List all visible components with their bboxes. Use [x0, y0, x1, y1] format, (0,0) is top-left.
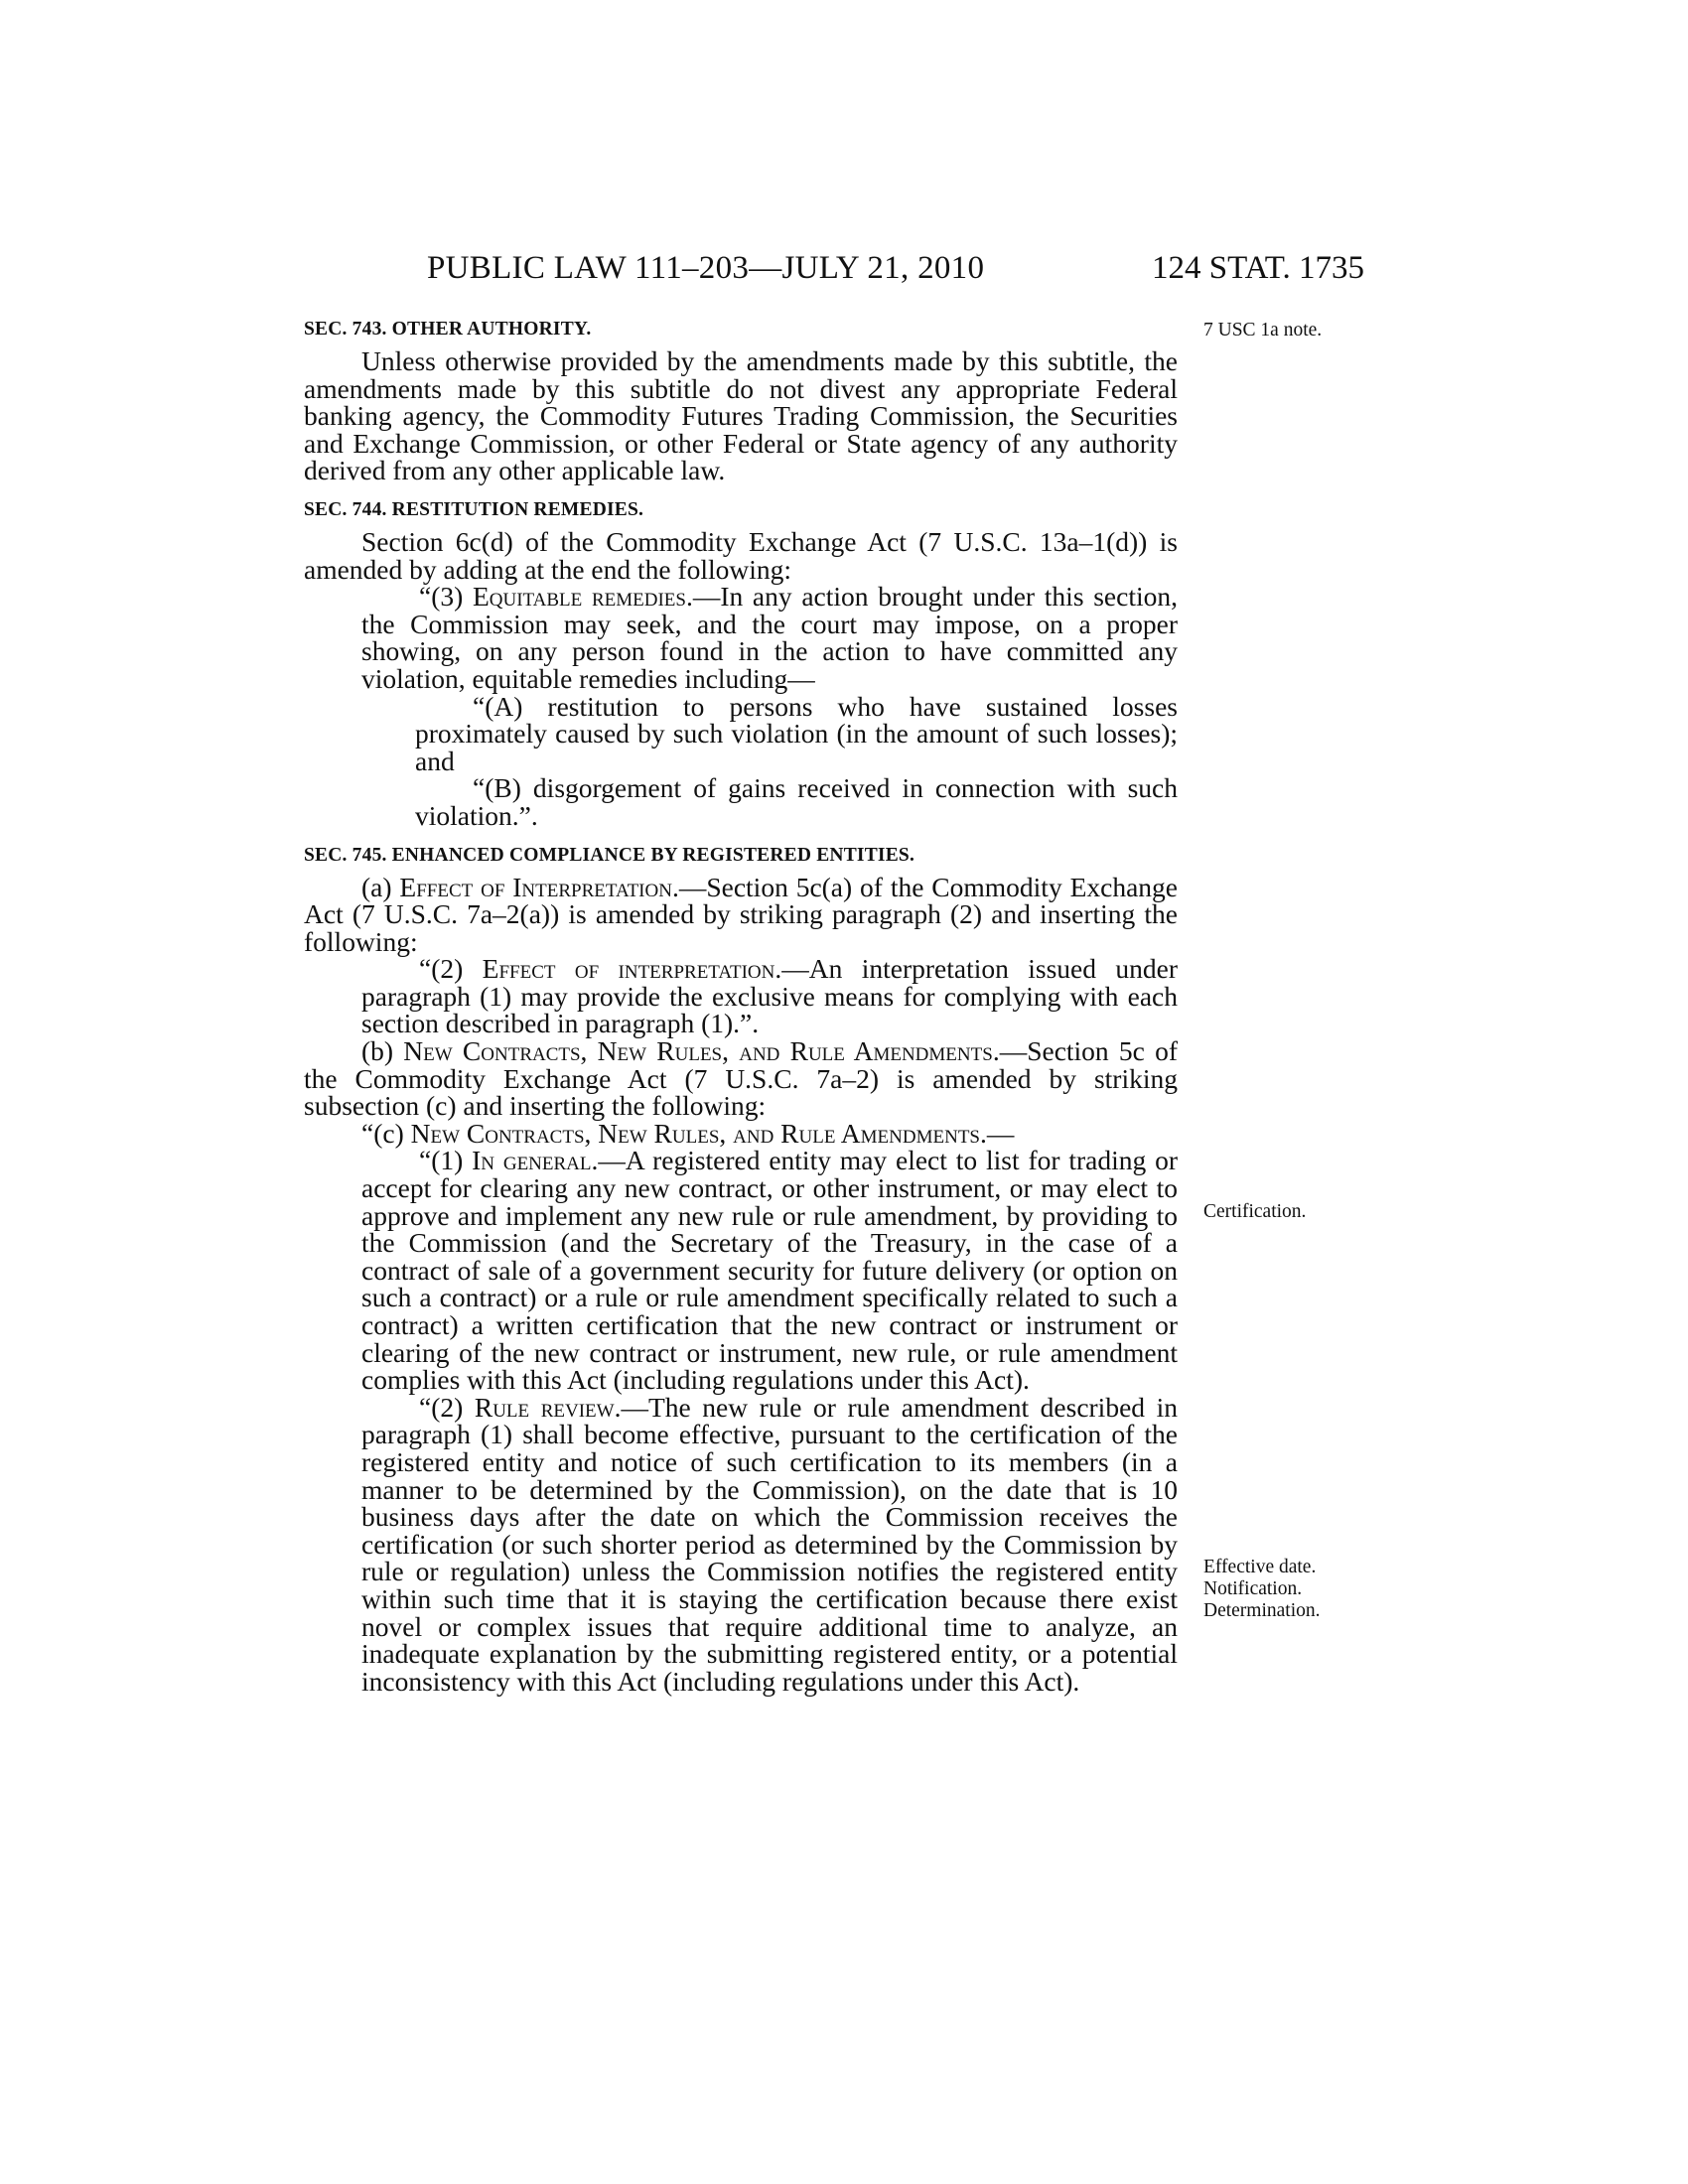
subsection-a: [304, 871, 1178, 957]
subsection-caption: New Contracts, New Rules, and Rule Amendments: [410, 1117, 980, 1149]
paragraph-body: .—An interpretation issued under paragraph (1) may provide the exclusive means for complying with each section described in paragraph (1).”.: [361, 953, 1178, 1039]
paragraph-caption: Rule review: [474, 1391, 615, 1423]
paragraph-body: .—In any action brought under this section, the Commission may seek, and the court may impose, on a proper showing, on any person found in the action to have committed any violation, equitable remedies including—: [361, 581, 1178, 694]
subsection-body: .—Section 5c(a) of the Commodity Exchange Act (7 U.S.C. 7a–2(a)) is amended by striking paragraph (2) and inserting the following:: [304, 871, 1178, 957]
subsection-lead: (a): [361, 871, 400, 902]
paragraph-lead: “(3): [419, 581, 473, 613]
subsection-body: .—Section 5c of the Commodity Exchange Act (7 U.S.C. 7a–2) is amended by striking subsection (c) and inserting the following:: [304, 1035, 1178, 1122]
paragraph-2-rule-review: [361, 1391, 1178, 1697]
paragraph-lead: “(2): [419, 953, 483, 985]
paragraph-caption: Equitable remedies: [472, 581, 686, 613]
subparagraph-b: “(B) disgorgement of gains received in connection with such violation.”.: [415, 772, 1178, 831]
paragraph-3-equitable-remedies: [361, 583, 1178, 692]
subsection-b: [304, 1037, 1178, 1120]
section-heading-743: SEC. 743. OTHER AUTHORITY.: [304, 319, 592, 340]
running-header-stat: 124 STAT. 1735: [1152, 250, 1365, 286]
paragraph-1-in-general: [361, 1145, 1178, 1396]
margin-note-notification: Notification.: [1203, 1578, 1303, 1599]
margin-note-certification: Certification.: [1203, 1201, 1307, 1222]
paragraph-body: .—The new rule or rule amendment described in paragraph (1) shall become effective, pursuant to the certification of the registered entity and notice of such certification to its members (in a manner to be determined by the Commission), on the date that is 10 business days after the date on which the Commission receives the certification (or such shorter period as determined by the Commission by rule or regulation) unless the Commission notifies the registered entity within such time that it is staying the certification because there exist novel or complex issues that require additional time to analyze, an inadequate explanation by the submitting registered entity, or a potential inconsistency with this Act (including regulations under this Act).: [361, 1391, 1178, 1697]
section-heading-745: SEC. 745. ENHANCED COMPLIANCE BY REGISTERED ENTITIES.: [304, 844, 915, 866]
paragraph-caption: Effect of interpretation: [482, 953, 775, 985]
subsection-lead: “(c): [361, 1117, 411, 1149]
paragraph-lead: “(2): [419, 1391, 475, 1423]
running-header-title: PUBLIC LAW 111–203—JULY 21, 2010: [427, 250, 985, 286]
margin-note-effective-date: Effective date.: [1203, 1557, 1317, 1577]
subsection-body: .—: [980, 1117, 1015, 1149]
section-744-intro: Section 6c(d) of the Commodity Exchange Act (7 U.S.C. 13a–1(d)) is amended by adding at the end the following:: [304, 525, 1178, 585]
section-743-text: Unless otherwise provided by the amendments made by this subtitle, the amendments made by this subtitle do not divest any appropriate Federal banking agency, the Commodity Futures Trading Commission, the Securities and Exchange Commission, or other Federal or State agency of any authority derived from any other applicable law.: [304, 345, 1178, 486]
paragraph-lead: “(1): [419, 1145, 473, 1176]
inserted-subsection-c: [304, 1117, 1178, 1149]
document-body: [304, 318, 1178, 1695]
subsection-caption: New Contracts, New Rules, and Rule Amendments: [403, 1035, 993, 1067]
margin-note-determination: Determination.: [1203, 1600, 1321, 1621]
section-heading-744: SEC. 744. RESTITUTION REMEDIES.: [304, 498, 644, 520]
paragraph-caption: In general: [472, 1145, 592, 1176]
margin-note-effective: [1203, 1557, 1321, 1622]
margin-note-usc: 7 USC 1a note.: [1203, 320, 1323, 341]
subparagraph-a: “(A) restitution to persons who have sustained losses proximately caused by such violation (in the amount of such losses); and: [415, 690, 1178, 776]
subsection-lead: (b): [361, 1035, 404, 1067]
paragraph-body: .—A registered entity may elect to list for trading or accept for clearing any new contract, or other instrument, or may elect to approve and implement any new rule or rule amendment, by providing to the Commission (and the Secretary of the Treasury, in the case of a contract of sale of a government security for future delivery (or option on such a contract) or a rule or rule amendment specifically related to such a contract) a written certification that the new contract or instrument or clearing of the new contract or instrument, new rule, or rule amendment complies with this Act (including regulations under this Act).: [361, 1145, 1178, 1396]
subsection-caption: Effect of Interpretation: [399, 871, 672, 902]
paragraph-2-effect-of-interpretation: [361, 955, 1178, 1037]
